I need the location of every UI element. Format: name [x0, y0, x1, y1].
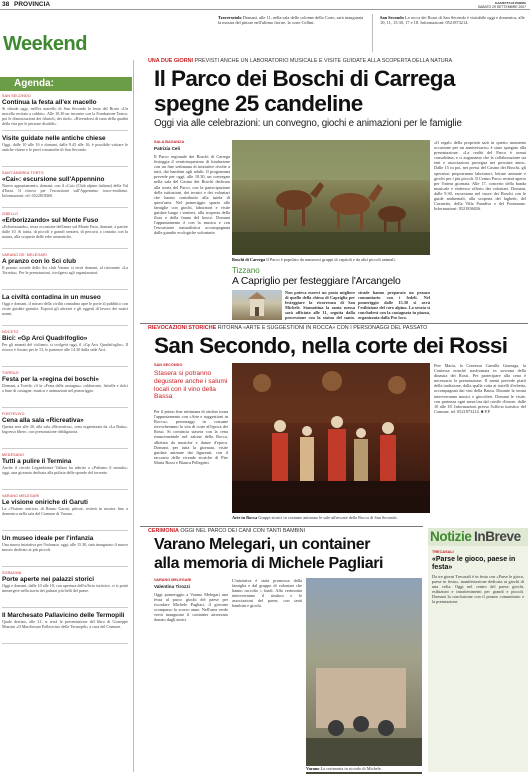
agenda-item-title: Festa per la «regina dei boschi» — [2, 376, 99, 383]
agenda-item-title: Tutti a pulire il Termina — [2, 458, 72, 465]
agenda-divider — [2, 325, 128, 326]
agenda-item-body: Oggi, dalle 10 alle 16 e domani, dalle 9.45 alle 16, è possibile visitare le antiche chiese e le pievi romaniche di San Secondo. — [2, 143, 128, 152]
agenda-item-title: Le visione oniriche di Garuti — [2, 499, 88, 506]
agenda-item-place: NOCETO — [2, 330, 19, 334]
agenda-item-title: Cena alla sala «Ricreativa» — [2, 417, 84, 424]
notizie-body-box — [428, 546, 528, 772]
agenda-item-title: «Cai»: escursione sull'Appennino — [2, 176, 105, 183]
agenda-item — [2, 494, 128, 531]
agenda-item — [2, 571, 128, 608]
ss-kicker — [148, 325, 530, 331]
notizie-header — [428, 528, 528, 546]
article-body: Il Parco regionale dei Boschi di Carrega festeggia il venticinquesimo di fondazione con un fine settimana di iniziative rivolte a tutti, dai bambini agli adulti. Il programma prevede per oggi, alle 10.30, un convegno nella sala del Casino dei Boschi dedicato alla storia del Parco, con la partecipazione delle istituzioni, dei tecnici e dei volontari che hanno contribuito alla tutela di quest'area. Nel pomeriggio spazio alle famiglie con giochi, laboratori e visite guidate lungo i sentieri, alla scoperta della flora e della fauna del bosco. Domani l'appuntamento è con la musica e con l'escursione naturalistica accompagnata dalle guardie ecologiche volontarie. — [154, 154, 230, 236]
agenda-divider — [2, 130, 128, 131]
agenda-item — [2, 294, 128, 326]
agenda-item-title: Visite guidate nelle antiche chiese — [2, 135, 106, 142]
agenda-item-body: Anche il circolo Legambiente Valtaro ha aderito a «Puliamo il mondo»: oggi, una giornata dedicata alla pulizia delle sponde del torrente. — [2, 466, 128, 475]
agenda-item — [2, 453, 128, 490]
ss-kicker-tag: RIEVOCAZIONI STORICHE — [148, 325, 217, 331]
church-illustration — [232, 290, 282, 320]
kicker-text: PREVISTI ANCHE UN LABORATORIO MUSICALE E VISITE GUIDATE ALLA SCOPERTA DELLA NATURA — [194, 58, 453, 64]
varano-headline-1: Varano Melegari, un container — [154, 536, 371, 553]
page-number: 38 — [2, 1, 10, 8]
agenda-item-body: «Erborizzando», terza occasione dell'anno sul Monte Fuso, domani, a partire dalle 10. Si tratta, di piccoli e grandi sentieri, di percorsi a contatto con la natura, alla scoperta delle erbe aromatiche. — [2, 225, 128, 239]
agenda-item — [2, 171, 128, 208]
agenda-divider — [2, 289, 128, 290]
ss-deck: Stasera si potranno degustare anche i salumi locali con il vino della Bassa — [154, 370, 228, 401]
agenda-item-place: SAN SECONDO — [2, 94, 31, 98]
top-strip-text-2: La rocca dei Rossi di San Secondo è visitabile oggi e domenica, alle 10, 11, 15.30, 17 e 18. Informazioni: 0521873214. — [380, 15, 525, 26]
agenda-item-body: Quale destino, alle 21, si terrà la presentazione del libro di Giuseppe Mussini «Il Marchesato Pallavicino delle Termopili» a cura del Comune. — [2, 620, 128, 629]
article-kicker — [148, 58, 530, 64]
article-subtitle: Oggi via alle celebrazioni: un convegno, giochi e animazioni per le famiglie — [154, 118, 462, 129]
agenda-title: Agenda: — [14, 78, 54, 89]
agenda-item — [2, 212, 128, 249]
rocca-photo-art — [232, 363, 430, 513]
notizie-item-title: «Parse le gioco, paese in festa» — [432, 556, 516, 571]
deer-caption-lead: Boschi di Carrega — [232, 257, 266, 262]
varano-kicker-tag: CERIMONIA — [148, 528, 179, 534]
agenda-divider — [2, 566, 128, 567]
top-strip-note-2 — [380, 15, 526, 51]
section-name: PROVINCIA — [14, 1, 51, 8]
agenda-divider — [2, 607, 128, 608]
rocca-caption — [232, 515, 430, 521]
deer-photo-art — [232, 140, 430, 255]
agenda-item-place: SANT'ANDREA TORTO — [2, 171, 44, 175]
agenda-item-body: La «Visione onirica» di Renzo Garuti, pittore, resterà in mostra fino a domenica nella sala del Comune di Varano. — [2, 507, 128, 516]
varano-caption-lead: Varano — [306, 766, 320, 771]
deer-photo — [232, 140, 430, 255]
agenda-item — [2, 371, 128, 408]
agenda-divider — [2, 448, 128, 449]
rocca-photo — [232, 363, 430, 513]
varano-place: VARANO MELEGARI — [154, 578, 192, 582]
weekend-title: Weekend — [3, 33, 87, 55]
agenda-item — [2, 253, 128, 290]
ss-right-column: Pier Maria, la Contessa Camilla Gonzaga, la Contessa nonché trasformata in sovrana della dinastia dei Rossi. Per partecipare alla cena è necessaria la prenotazione. Il menù prevede piatti della tradizione, dalla spalla cotta ai tortelli d'erbetta, accompagnati dai vini della Bassa. Durante la serata interverranno musici e giocolieri. Domani le visite, con partenza ogni mezz'ora dal cortile d'onore, dalle 10 alle 18. Informazioni presso l'ufficio turistico del Comune, tel. 0521873214. ■ P.P. — [434, 363, 526, 414]
agenda-item-place: MEDESANO — [2, 453, 25, 457]
article-author: Patrizia Celi — [154, 146, 181, 151]
varano-photo-art — [306, 578, 422, 774]
ss-place: SAN SECONDO — [154, 363, 183, 367]
agenda-list — [2, 94, 128, 770]
agenda-divider — [2, 166, 128, 167]
deer-caption-text: Il Parco è popolato da numerosi gruppi di caprioli e da altri piccoli animali. — [266, 257, 396, 262]
tizzano-place: Tizzano — [232, 266, 260, 275]
article-headline-1: Il Parco dei Boschi di Carrega — [154, 66, 455, 91]
deer-photo-caption — [232, 257, 430, 263]
agenda-item-body: Oggi e domani, dalle 10 alle 18, con apertura dell'ufficio turistico, ci si potrà immergere nella storia dei palazzi più belli del paese. — [2, 584, 128, 593]
agenda-item-place: VARANO MELEGARI — [2, 494, 40, 498]
agenda-divider — [2, 407, 128, 408]
tizzano-box — [232, 266, 430, 322]
tizzano-title: A Capriglio per festeggiare l'Arcangelo — [232, 276, 401, 287]
agenda-item-body: Per gli amanti del ciclismo, si svolgerà oggi, il «Gp Arci Quadrifoglio». Il ritrovo è fissato per le 13, le partenze alle 14.30 dalla sede Arci. — [2, 343, 128, 352]
agenda-item — [2, 535, 128, 567]
top-strip-lead-1: Traversetolo — [218, 15, 242, 20]
agenda-item — [2, 612, 128, 644]
notizie-title-a: Notizie — [430, 529, 472, 544]
tizzano-col-2: strade hanno preparato un pranzo comunitario con i fedeli. Nel pomeriggio dalle 15.30 si avrà l'esibizione del coro alpino. La serata si concluderà con la castagnata in piazza, organizzata dalla Pro loco. — [358, 290, 430, 321]
agenda-item-title: Porte aperte nei palazzi storici — [2, 576, 94, 583]
agenda-divider — [2, 366, 128, 367]
varano-kicker-text: OGGI NEL PARCO DEI CANI CON TANTI BAMBINI — [180, 528, 306, 534]
agenda-item-title: «Erborizzando» sul Monte Fuso — [2, 217, 99, 224]
varano-caption — [306, 766, 422, 772]
top-strip-lead-2: San Secondo — [380, 15, 404, 20]
agenda-item-place: TORRILE — [2, 371, 19, 375]
article-varano — [140, 528, 424, 772]
varano-caption-text: La cerimonia in ricordo di Michele. — [320, 766, 382, 771]
agenda-item-title: A pranzo con lo Sci club — [2, 258, 76, 265]
agenda-item-body: Il pranzo sociale dello Sci club Varano si terrà domani, al ristorante «La Torretta». Per le prenotazioni, rivolgersi agli organizzatori. — [2, 266, 128, 275]
agenda-item-place: VARANO DE' MELEGARI — [2, 253, 47, 257]
agenda-item-place: SORAGNA — [2, 571, 22, 575]
masthead: GAZZETTA DI PARMA — [494, 0, 526, 5]
agenda-item-title: La civiltà contadina in un museo — [2, 294, 101, 301]
weekend-band — [0, 33, 134, 89]
agenda-item — [2, 412, 128, 449]
varano-col-2: L'iniziativa è stata promossa dalla famiglia e dal gruppo di volontari che hanno raccolto i fondi. Alla cerimonia interverranno il sindaco e le associazioni del paese, con tanti bambini e giochi. — [232, 578, 302, 609]
ss-kicker-text: RITORNA «ARTE E SUGGESTIONI IN ROCCA» CON I PERSONAGGI DEL PASSATO — [217, 325, 428, 331]
notizie-place: TRECASALI — [432, 550, 454, 554]
varano-col-1: Oggi pomeriggio a Varano Melegari una festa al parco giochi del paese per ricordare Michele Pagliari, il giovane scomparso lo scorso anno. Nell'area verde verrà inaugurato il container attrezzato donato dagli amici. — [154, 592, 228, 623]
varano-photo — [306, 578, 422, 774]
agenda-item-place: ZIBELLO — [2, 212, 19, 216]
agenda-divider — [2, 248, 128, 249]
kicker-tag: UNA DUE GIORNI — [148, 58, 194, 64]
agenda-item-place: FONTEVIVO — [2, 412, 25, 416]
agenda-item-title: Continua la festa all'ex macello — [2, 99, 97, 106]
article-headline-2: spegne 25 candeline — [154, 91, 363, 116]
agenda-divider — [2, 207, 128, 208]
agenda-item — [2, 135, 128, 167]
agenda-item-title: Un museo ideale per l'infanzia — [2, 535, 94, 542]
agenda-item-title: Il Marchesato Pallavicino delle Termopili — [2, 612, 125, 619]
article-parco — [140, 58, 530, 320]
top-strip-text-1: Domani, alle 11, nella sala delle colonne della Corte, sarà inaugurata la mostra del pittore nell'ultimo fiorire, la corte Cellini. — [218, 15, 364, 26]
agenda-item-body: Questa sera alle 20, alla sala «Ricreativa», cena organizzata da «La Baita». Ingresso libero, con prenotazione obbligatoria. — [2, 425, 128, 434]
ss-headline: San Secondo, nella corte dei Rossi — [154, 333, 508, 358]
issue-date: SABATO 29 SETTEMBRE 2007 — [477, 4, 526, 9]
page-header — [0, 0, 530, 10]
top-strip-note-1 — [218, 15, 366, 51]
agenda-divider — [2, 489, 128, 490]
agenda-divider — [2, 530, 128, 531]
rocca-caption-lead: Arte in Rocca — [232, 515, 258, 520]
notizie-item-body: Da tre giorni Trecasali è in festa con «Parse le gioco, paese in festa», manifestazione dedicata ai giochi di una volta. Oggi nel centro del paese giochi, esibizioni e intrattenimenti per grandi e piccoli. Domani la conclusione con il pranzo comunitario e la premiazione. — [432, 574, 524, 605]
agenda-item — [2, 94, 128, 131]
agenda-item-title: Bici: «Gp Arci Quadrifoglio» — [2, 335, 88, 342]
ss-body: Per il primo fine settimana di ottobre torna l'appuntamento con «Arte e suggestioni in Rocca»: personaggi in costume rievocheranno la vita di corte all'epoca dei Rossi. Si comincia stasera con la cena rinascimentale nel salone della Rocca, allietata da musiche e danze d'epoca. Domani, per tutta la giornata, visite guidate animate dai figuranti, con il racconto delle vicende storiche di Pier Maria Rossi e Bianca Pellegrini. — [154, 409, 228, 465]
agenda-divider — [2, 643, 128, 644]
agenda-item-body: Domani, a Torrile, c'è la «Festa della castagna»: caldarroste, frittelle e dolci a base di castagne, musica e animazioni nel pomeriggio. — [2, 384, 128, 393]
tizzano-col-1: Non poteva esserci un posto migliore di quello della chiesa di Capriglio per festeggiare la ricorrenza di San Michele. Stamattina la santa messa sarà officiata alle 11, seguita dalla processione con la statua del santo. — [285, 290, 355, 321]
agenda-item-body: Oggi e domani, il museo della civiltà contadina apre le porte al pubblico con visite guidate gratuite. Esposti gli attrezzi e gli oggetti di lavoro dei nostri nonni. — [2, 302, 128, 316]
varano-headline-2: alla memoria di Michele Pagliari — [154, 555, 384, 572]
agenda-item-body: Nuovo appuntamento, domani, con il «Cai» (Club alpino italiano) della Val d'Enza. Il ritrovo per l'escursione sull'Appennino tosco-emiliano. Informazioni: tel. 0522818360. — [2, 184, 128, 198]
varano-author: Valentina Tirozzi — [154, 584, 190, 589]
notizie-title-b: InBreve — [474, 529, 521, 544]
agenda-item-body: Una nuova iniziativa per l'infanzia: oggi, alle 15.30, sarà inaugurato il nuovo museo dedicato ai più piccoli. — [2, 543, 128, 552]
article-right-column: «Il regalo della proprietà sarà in questo momento occasione per un anniversario» è stato spiegato alla presentazione. «La realtà del Parco è ormai consolidata, e ci auguriamo che la collaborazione tra enti e associazioni prosegua nei prossimi anni». Dalle 15 in poi, nei pressi del Casino dei Boschi, gli operatori proporranno laboratori, letture animate e giochi per i più piccoli. Il Centro Parco resterà aperto per l'intera giornata. Alle 17, concerto della banda musicale e rinfresco offerto dai volontari. Domani, dalle 9.30, escursione nel cuore dei Boschi con le guide ambientali, alla scoperta dei laghetti, del Casinetto, della Villa Paradiso e del Fontanone. Informazioni: 0521836026. — [434, 140, 526, 212]
article-place: SALA BAGANZA — [154, 140, 185, 144]
capriglio-photo — [232, 290, 282, 320]
notizie-box — [428, 528, 528, 772]
agenda-item-body: Si chiude oggi, nell'ex macello di San Secondo la festa del Bruto «Un macello recitato a rubbio». Alle 10.30 un incontro con la Fondazione Teatro; poi le dimostrazioni dei filarioli, dei titolo. «Rivendorsi di tutta della qualità della vita per le persone disabili». — [2, 107, 128, 126]
varano-kicker — [148, 528, 424, 534]
agenda-item — [2, 330, 128, 367]
agenda-bar — [0, 77, 132, 91]
rocca-caption-text: Gruppi storici in costume animano le sale affrescate della Rocca di San Secondo. — [258, 515, 398, 520]
